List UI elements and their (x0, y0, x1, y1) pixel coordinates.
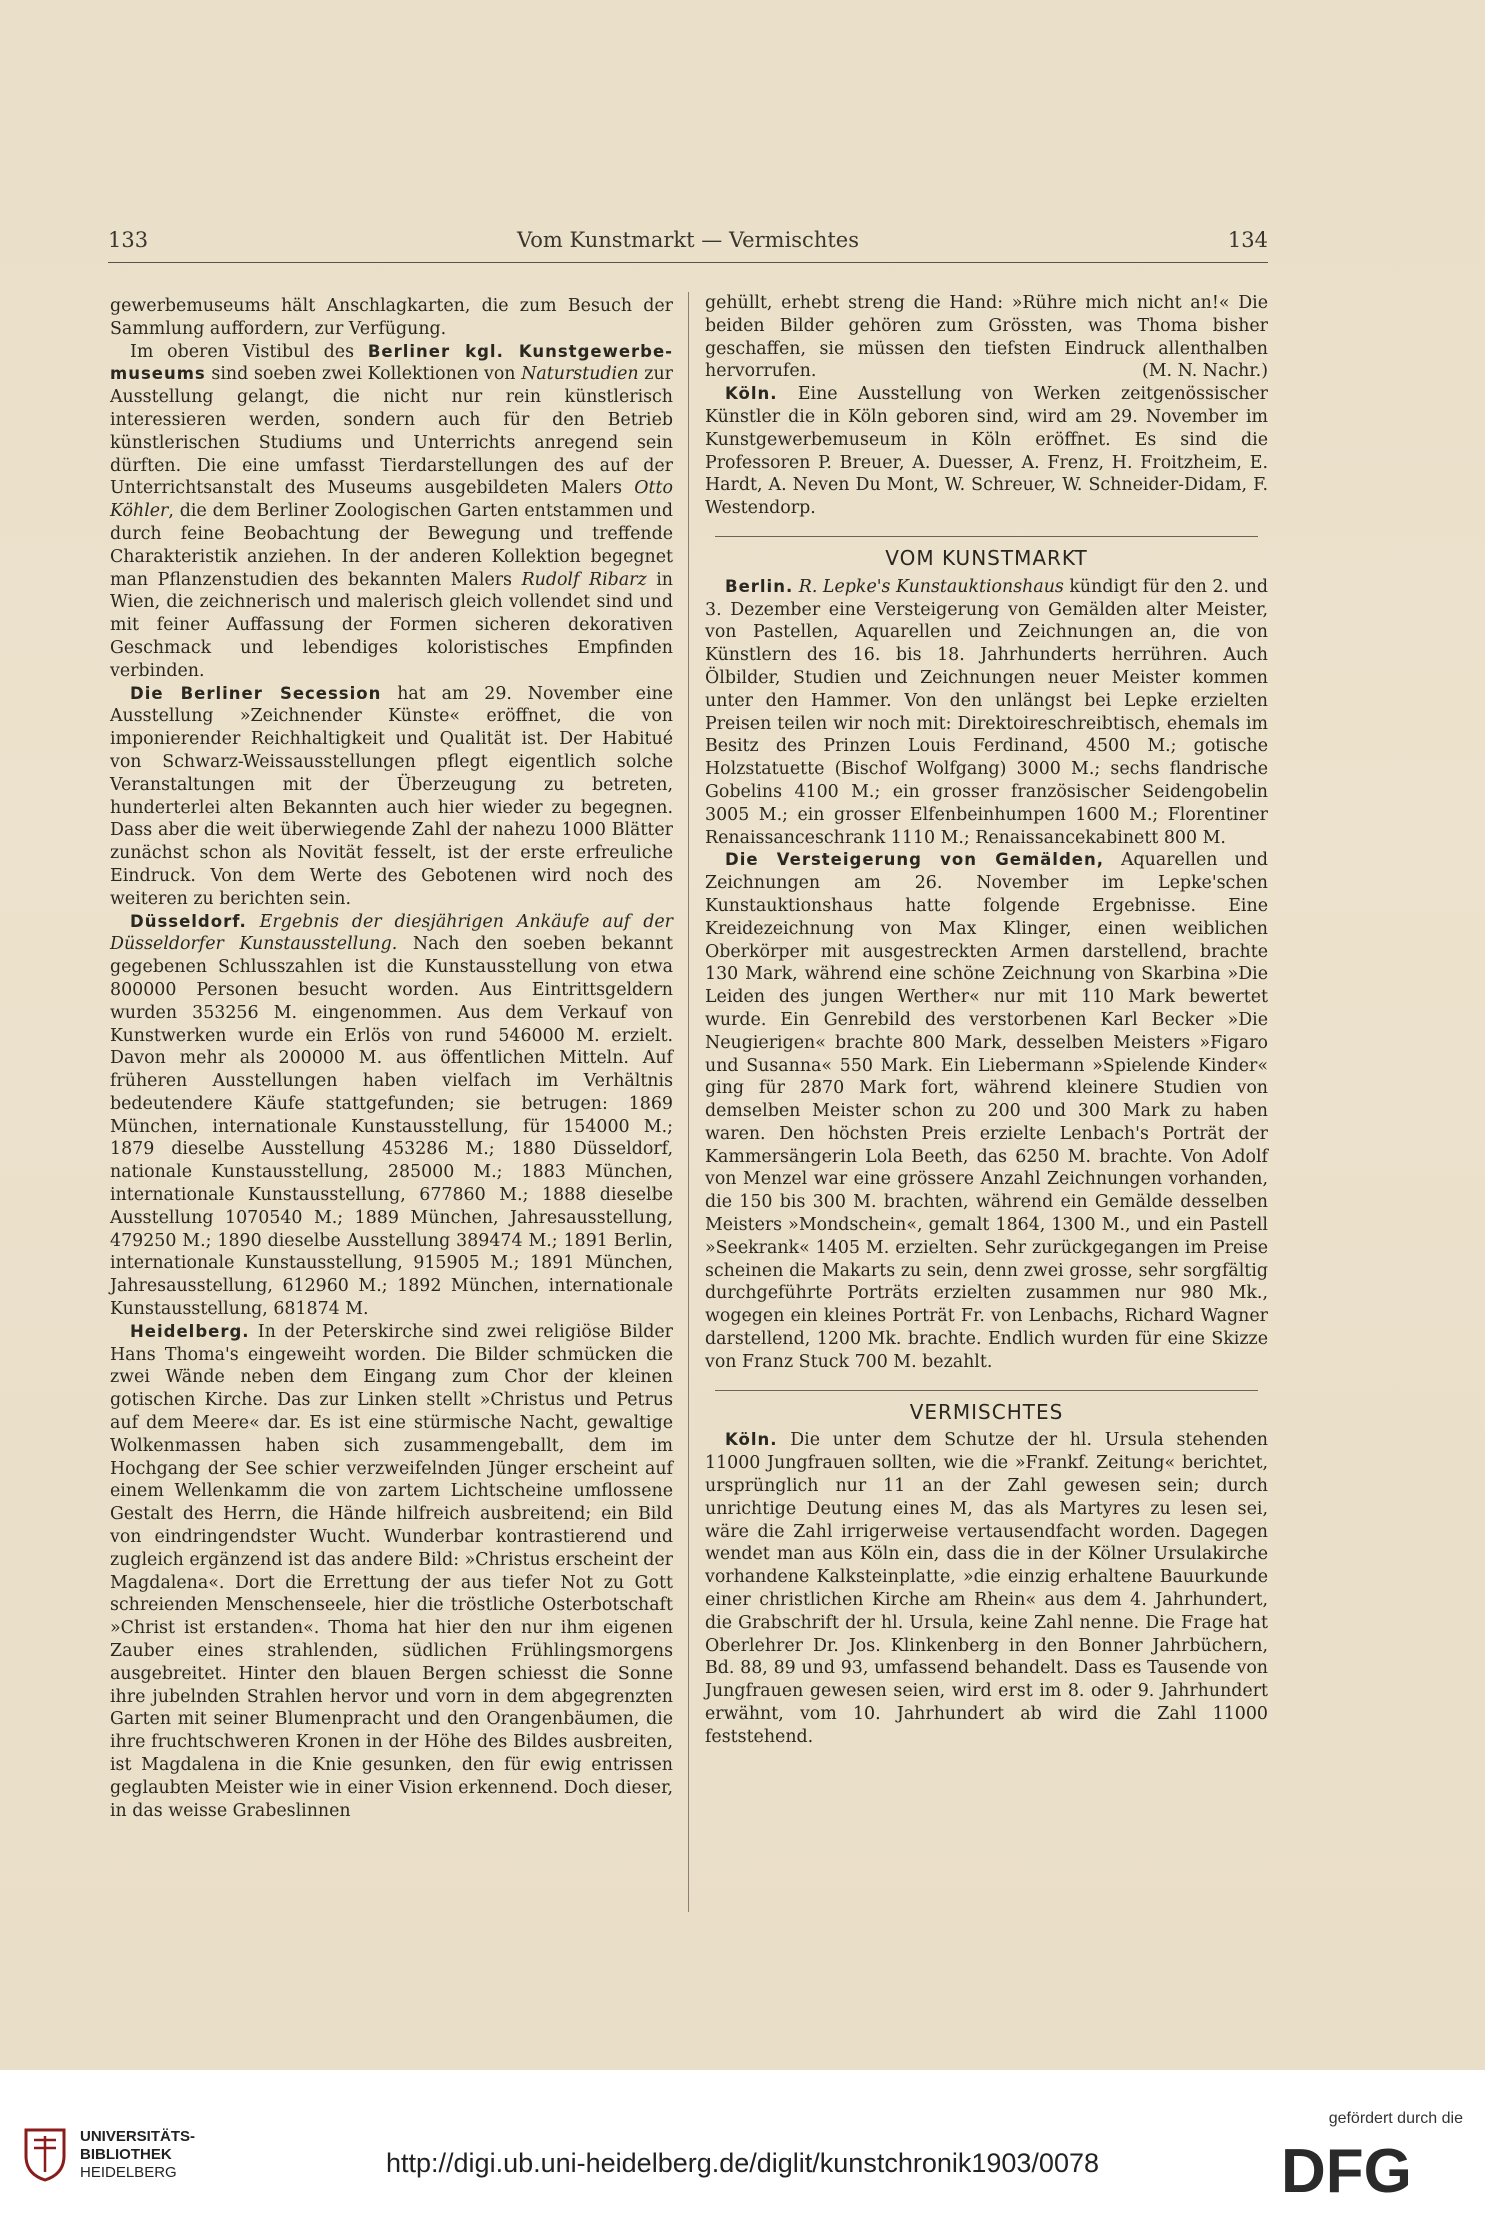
lead-term: Die Berliner Secession (130, 683, 382, 703)
paragraph: gehüllt, erhebt streng die Hand: »Rühre mich nicht an!« Die beiden Bilder gehören zum Grössten, was Thoma bisher geschaffen, sie müssen den tiefsten Eindruck allenthalben hervorrufen. (M. N. Nachr.) (705, 293, 1268, 382)
permalink-url[interactable]: http://digi.ub.uni-heidelberg.de/diglit/kunstchronik1903/0078 (386, 2148, 1099, 2178)
source-note: (M. N. Nachr.) (1141, 361, 1268, 382)
paragraph: Im oberen Vistibul des Berliner kgl. Kunstgewerbe-museums sind soeben zwei Kollektionen von Naturstudien zur Ausstellung gelangt, die nicht nur rein künstlerisch interessieren werden, sondern auch für den Betrieb künstlerischen Studiums und Unterrichts anregend sein dürften. Die eine umfasst Tierdarstellungen des auf der Unterrichtsanstalt des Museums ausgebildeten Malers Otto Köhler, die dem Berliner Zoologischen Garten entstammen und durch feine Beobachtung der Bewegung und treffende Charakteristik anziehen. In der anderen Kollektion begegnet man Pflanzenstudien des bekannten Malers Rudolf Ribarz in Wien, die zeichnerisch und malerisch gleich vollendet sind und mit feiner Auffassung der Formen sicheren dekorativen Geschmack und lebendiges koloristisches Empfinden verbinden. (110, 341, 674, 681)
paragraph: Die Versteigerung von Gemälden, Aquarellen und Zeichnungen am 26. November im Lepke'schen Kunstauktionshaus hatte folgende Ergebnisse. Eine Kreidezeichnung von Max Klinger, einen weiblichen Oberkörper mit ausgestreckten Armen darstellend, brachte 130 Mark, während eine schöne Zeichnung von Skarbina »Die Leiden des jungen Werther« nur mit 110 Mark bewertet wurde. Ein Genrebild des verstorbenen Karl Becker »Die Neugierigen« brachte 800 Mark, desselben Meisters »Figaro und Susanna« 550 Mark. Ein Liebermann »Spielende Kinder« ging für 2870 Mark fort, während kleinere Studien von demselben Meister schon zu 200 und 300 Mark zu haben waren. Den höchsten Preis erzielte Lenbach's Porträt der Kammersängerin Lola Beeth, das 6250 M. brachte. Von Adolf von Menzel war eine grössere Anzahl Zeichnungen vorhanden, die 150 bis 300 M. brachten, während ein Gemälde desselben Meisters »Mondschein«, gemalt 1864, 1300 M., und ein Pastell »Seekrank« 1405 M. erzielten. Sehr zurückgegangen im Preise scheinen die Makarts zu sein, denn zwei grosse, sehr sorgfältig durchgeführte Porträts erzielten zusammen nur 980 Mk., wogegen ein kleines Porträt Fr. von Lenbachs, Richard Wagner darstellend, 1200 Mk. brachte. Endlich wurden für eine Skizze von Franz Stuck 700 M. bezahlt. (705, 850, 1268, 1372)
paragraph: Düsseldorf. Ergebnis der diesjährigen Ankäufe auf der Düsseldorfer Kunstausstellung. Nach den soeben bekannt gegebenen Schlusszahlen ist die Kunstausstellung von etwa 800000 Personen besucht worden. Aus Eintrittsgeldern wurden 353256 M. eingenommen. Aus dem Verkauf von Kunstwerken wurde ein Erlös von rund 546000 M. erzielt. Davon mehr als 200000 M. aus öffentlichen Mitteln. Auf früheren Ausstellungen haben vielfach im Verhältnis bedeutendere Käufe stattgefunden; sie betrugen: 1869 München, internationale Kunstausstellung, für 154000 M.; 1879 dieselbe Ausstellung 453286 M.; 1880 Düsseldorf, nationale Kunstausstellung, 285000 M.; 1883 München, internationale Kunstausstellung, 677860 M.; 1888 dieselbe Ausstellung 1070540 M.; 1889 München, Jahresausstellung, 479250 M.; 1890 dieselbe Ausstellung 389474 M.; 1891 Berlin, internationale Kunstausstellung, 915905 M.; 1891 München, Jahresausstellung, 612960 M.; 1892 München, internationale Kunstausstellung, 681874 M. (110, 911, 674, 1320)
paragraph: Köln. Die unter dem Schutze der hl. Ursula stehenden 11000 Jungfrauen sollten, wie die »Frankf. Zeitung« berichtet, ursprünglich nur 11 an der Zahl gewesen sein; durch unrichtige Deutung eines M, das als Martyres zu lesen sei, wäre die Zahl irrigerweise vertausendfacht worden. Dagegen wendet man aus Köln ein, dass die in der Kölner Ursulakirche vorhandene Kalksteinplatte, »die einzig erhaltene Bauurkunde einer christlichen Kirche am Rhein« aus dem 4. Jahrhundert, die Grabschrift der hl. Ursula, keine Zahl nenne. Die Frage hat Oberlehrer Dr. Jos. Klinkenberg in den Bonner Jahrbüchern, Bd. 88, 89 und 93, umfassend behandelt. Dass es Tausende von Jungfrauen gewesen seien, wird erst im 8. oder 9. Jahrhundert erwähnt, vom 10. Jahrhundert ab wird die Zahl 11000 feststehend. (705, 1430, 1268, 1747)
paragraph: Köln. Eine Ausstellung von Werken zeitgenössischer Künstler die in Köln geboren sind, wird am 29. November im Kunstgewerbemuseum in Köln eröffnet. Es sind die Professoren P. Breuer, A. Duesser, A. Frenz, H. Froitzheim, E. Hardt, A. Neven Du Mont, W. Schreuer, W. Schneider-Didam, F. Westendorp. (705, 384, 1268, 519)
section-rule (715, 1390, 1258, 1391)
lead-term: Köln. (725, 384, 778, 404)
paragraph: gewerbemuseums hält Anschlagkarten, die zum Besuch der Sammlung auffordern, zur Verfügung. (110, 296, 673, 339)
left-column (110, 295, 673, 1822)
page-number-right: 134 (1227, 228, 1268, 252)
section-heading-kunstmarkt: VOM KUNSTMARKT (885, 545, 1088, 570)
lead-term: Heidelberg. (130, 1321, 250, 1341)
viewer-footer (0, 2070, 1485, 2225)
page-number-left: 133 (108, 228, 149, 252)
section-rule (715, 536, 1258, 537)
running-title: Vom Kunstmarkt — Vermischtes (517, 228, 859, 252)
right-column (705, 292, 1268, 1749)
paragraph: Berlin. R. Lepke's Kunstauktionshaus kündigt für den 2. und 3. Dezember eine Versteigerung von Gemälden alter Meister, von Pastellen, Aquarellen und Zeichnungen an, die von Künstlern des 16. bis 18. Jahrhunderts herrühren. Auch Ölbilder, Studien und Zeichnungen neuer Meister kommen unter den Hammer. Von den unlängst bei Lepke erzielten Preisen teilen wir noch mit: Direktoireschreibtisch, ehemals im Besitz des Prinzen Louis Ferdinand, 4500 M.; gotische Holzstatuette (Bischof Wolfgang) 3000 M.; sechs flandrische Gobelins 4100 M.; ein grosser französischer Seidengobelin 3005 M.; ein grosser Elfenbeinhumpen 1600 M.; Florentiner Renaissanceschrank 1110 M.; Renaissancekabinett 800 M. (705, 576, 1269, 848)
logo-text: UNIVERSITÄTS- BIBLIOTHEK HEIDELBERG (80, 2128, 196, 2181)
lead-term: Düsseldorf. (130, 911, 247, 931)
paragraph: Heidelberg. In der Peterskirche sind zwei religiöse Bilder Hans Thoma's eingeweiht worden. Die Bilder schmücken die zwei Wände neben dem Eingang zum Chor der kleinen gotischen Kirche. Das zur Linken stellt »Christus und Petrus auf dem Meere« dar. Es ist eine stürmische Nacht, gewaltige Wolkenmassen haben sich zusammengeballt, dem im Hochgang der See schier verzweifelnden Jünger erscheint auf einem Wellenkamm die von zartem Lichtscheine umflossene Gestalt des Herrn, die Hände hilfreich ausbreitend; ein Bild von eindringendster Wucht. Wunderbar kontrastierend und zugleich ergänzend ist das andere Bild: »Christus erscheint der Magdalena«. Dort die Errettung der aus tiefer Not zu Gott schreienden Menschenseele, hier die tröstliche Osterbotschaft »Christ ist erstanden«. Thoma hat hier den nur ihm eigenen Zauber eines strahlenden, südlichen Frühlingsmorgens ausgebreitet. Hinter den blauen Bergen schiesst die Sonne ihre jubelnden Strahlen hervor und vorn in dem abgegrenzten Garten mit seiner Blumenpracht und den Orangenbäumen, die ihre fruchtschweren Kronen in der Höhe des Bildes ausbreiten, ist Magdalena in die Knie gesunken, den für ewig entrissen geglaubten Meister wie in einer Vision erkennend. Doch dieser, in das weisse Grabeslinnen (110, 1321, 673, 1821)
running-header (108, 228, 1268, 262)
lead-term: Köln. (725, 1430, 778, 1450)
column-rule (688, 292, 689, 1912)
lead-term: Die Versteigerung von Gemälden, (725, 850, 1104, 870)
funding-caption: gefördert durch die (1328, 2110, 1463, 2127)
section-heading-vermischtes: VERMISCHTES (909, 1399, 1064, 1424)
svg-text:DFG: DFG (1281, 2140, 1412, 2198)
lead-term: Berlin. (725, 576, 794, 596)
dfg-logo[interactable] (1281, 2140, 1457, 2198)
paragraph: Die Berliner Secession hat am 29. November eine Ausstellung »Zeichnender Künste« eröffnet, die von imponierender Reichhaltigkeit und Qualität ist. Der Habitué von Schwarz-Weissausstellungen pflegt eigentlich solche Veranstaltungen mit der Überzeugung zu betreten, hunderterlei alten Bekannten auch hier wieder zu begegnen. Dass aber die weit überwiegende Zahl der nahezu 1000 Blätter zunächst schon als Novität fesselt, ist der erste erfreuliche Eindruck. Von dem Werte des Gebotenen wird noch des weiteren zu berichten sein. (110, 683, 674, 909)
header-rule (108, 262, 1268, 263)
lead-term: Berliner kgl. Kunstgewerbe-museums (110, 341, 673, 384)
